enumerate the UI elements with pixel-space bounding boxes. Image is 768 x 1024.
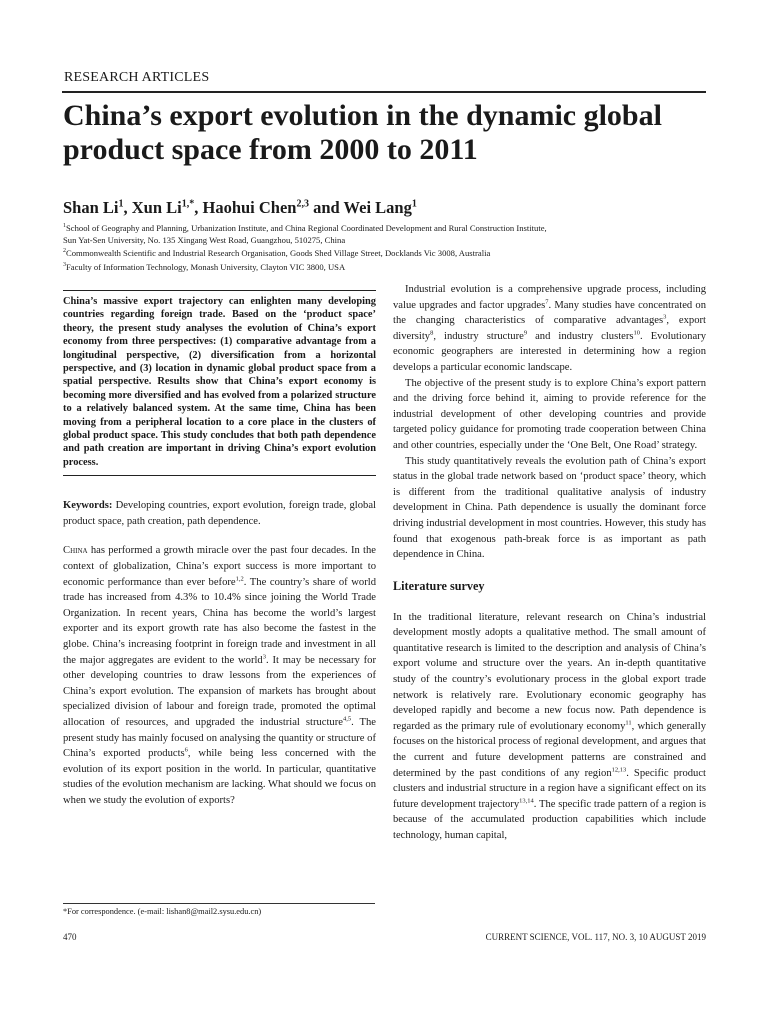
citation: 4,5: [342, 715, 352, 723]
page-number: 470: [63, 932, 77, 942]
citation: 7: [545, 298, 549, 306]
citation: 3: [262, 653, 266, 661]
author-separator: and: [308, 198, 344, 217]
journal-citation: CURRENT SCIENCE, VOL. 117, NO. 3, 10 AUGUST 2019: [485, 932, 706, 942]
right-column: [393, 282, 706, 844]
footnote-rule: [63, 903, 375, 904]
body-paragraph: The objective of the present study is to explore China’s export pattern and the driving force behind it, aiming to provide reference for the industrial development of other developing countries and provide targeted policy guidance for promoting trade cooperation between China and other countries, especially under the ‘One Belt, One Road’ strategy.: [393, 377, 706, 451]
affiliation-2: $^2$Commonwealth Scientific and Industrial Research Organisation, Goods Shed Village Street, Docklands Vic 3008, Australia: [63, 248, 491, 259]
intro-lead-word: China: [63, 545, 88, 557]
citation: 9: [523, 329, 528, 337]
body-paragraph: This study quantitatively reveals the evolution path of China’s export status in the global trade network based on ‘product space’ theory, which is different from the traditional qualitative analysis of industry development in China. Path dependence is usually the dominant force driving industrial development in most countries. However, this study has found that exogenous path-break force is as important as path dependence in China.: [393, 455, 706, 561]
citation: 13,14: [519, 797, 534, 805]
article-title: China’s export evolution in the dynamic global product space from 2000 to 2011: [63, 99, 662, 166]
body-paragraph: Industrial evolution is a comprehensive upgrade process, including value upgrades and factor upgrades$^7$. Many studies have concentrated on the changing characteristics of comparative advantages$^3$, export diversity$^8$, industry structure$^9$ and industry clusters$^{10}$. Evolutionary economic geographers are interested in determining how a region develops a particular economic landscape.: [393, 284, 706, 373]
citation: 12,13: [611, 766, 627, 774]
author-affil-sup: 1: [411, 198, 417, 210]
citation: 3: [663, 313, 667, 321]
keywords-text: Developing countries, export evolution, foreign trade, global product space, path creation, path dependence.: [63, 500, 376, 527]
citation: 10: [633, 329, 641, 337]
author-affil-sup: 1,*: [181, 198, 195, 210]
keywords: [63, 498, 376, 529]
affiliation-1: $^1$School of Geography and Planning, Urbanization Institute, and China Regional Coordinated Development and Rural Construction Institute,: [63, 222, 547, 233]
author-separator: ,: [194, 198, 203, 217]
author-name: Haohui Chen: [202, 198, 297, 217]
intro-paragraph: China has performed a growth miracle over the past four decades. In the context of globalization, China’s export success is more important to economic performance than ever before$^{1,2}$. The country’s share of world trade has increased from 4.3% to 10.4% since joining the World Trade Organization. In recent years, China has become the world’s largest exporter and its export growth rate has also become the fastest in the globe. China’s increasing footprint in foreign trade and investment in all the major aggregates are evident to the world$^3$. It may be necessary for other developing countries to draw lessons from the experiences of China’s export evolution. The expansion of markets has brought about specialized division of labour and foreign trade, promoted the optimal allocation of resources, and upgraded the industrial structure$^{4,5}$. The present study has mainly focused on analysing the quantity or structure of China’s exported products$^6$, while being less concerned with the evolution of its export position in the world. In particular, quantitative studies of the evolution mechanism are lacking. What should we focus on when we study the evolution of exports?: [63, 545, 376, 806]
author-name: Shan Li: [63, 198, 119, 217]
citation: 8: [430, 329, 434, 337]
section-heading-literature: Literature survey: [393, 578, 485, 593]
keywords-label: Keywords:: [63, 500, 113, 512]
author-name: Xun Li: [131, 198, 182, 217]
corresponding-mark: *: [189, 198, 195, 210]
literature-paragraph: In the traditional literature, relevant research on China’s industrial development mostly adopts a qualitative method. The small amount of quantitative research is limited to the description and analysis of China’s export volume and structure over the years. An in-depth quantitative study of the country’s evolutionary process in the global export trade network is relatively rare. Evolutionary economic geography has developed rapidly and become a new focus now. Path dependence is regarded as the primary rule of evolutionary economy$^{11}$, which generally focuses on the historical process of regional development, and argues that the current and future development patterns are constrained and determined by the past conditions of any region$^{12,13}$. Specific product clusters and industrial structure in a region have a significant effect on its future development trajectory$^{13,14}$. The specific trade pattern of a region is because of the accumulated production capabilities which include technology, human capital,: [393, 611, 706, 841]
author-list: [63, 198, 417, 218]
affiliation-3: $^3$Faculty of Information Technology, Monash University, Clayton VIC 3800, USA: [63, 261, 346, 272]
abstract: China’s massive export trajectory can enlighten many developing countries regarding foreign trade. Based on the ‘product space’ theory, the present study analyses the evolution of China’s export economy from three perspectives: (1) comparative advantage from a longitudinal perspective, (2) diversification from a horizontal perspective, and (3) location in dynamic global product space from a spatial perspective. Results show that China’s export economy is becoming more diversified and has evolved from a polarized structure to a relatively balanced system. At the same time, China has been moving from a peripheral location to a core place in the clusters of global product space. This study concludes that both path dependence and path creation are important in driving China’s export evolution process.: [63, 296, 376, 468]
citation: 6: [184, 746, 188, 754]
abstract-bottom-rule: [63, 475, 376, 476]
citation: 11: [625, 719, 632, 727]
section-heading: RESEARCH ARTICLES: [64, 70, 210, 85]
left-column: [63, 290, 376, 809]
author-affil-sup: 1: [118, 198, 124, 210]
correspondence-footnote: *For correspondence. (e-mail: lishan8@mail2.sysu.edu.cn): [63, 907, 262, 916]
author-affil-sup: 2,3: [296, 198, 309, 210]
top-rule: [62, 91, 706, 93]
affiliation-1-cont: Sun Yat-Sen University, No. 135 Xingang West Road, Guangzhou, 510275, China: [63, 234, 346, 245]
affiliations: [63, 221, 723, 274]
author-name: Wei Lang: [343, 198, 412, 217]
citation: 1,2: [235, 575, 244, 583]
author-separator: ,: [123, 198, 132, 217]
